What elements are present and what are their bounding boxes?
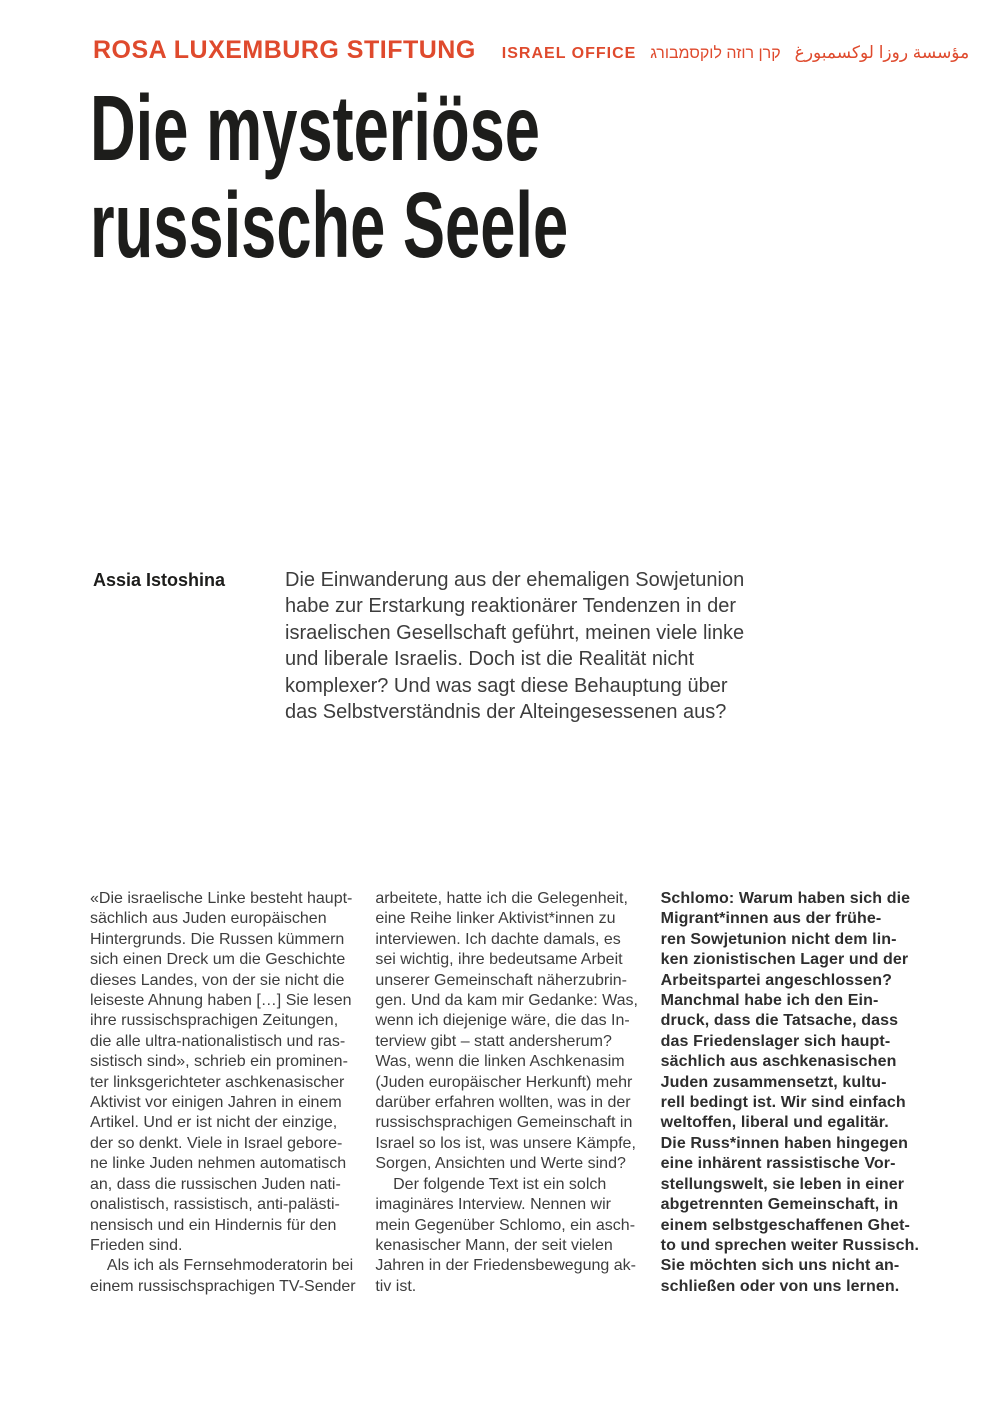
text-line: dieses Landes, von der sie nicht die [90,971,345,989]
text-line: eine Reihe linker Aktivist*innen zu [375,910,616,928]
text-line: Was, wenn die linken Aschkenasim [375,1053,625,1071]
text-line: rell bedingt ist. Wir sind einfach [660,1094,906,1112]
text-line: Als ich als Fernsehmoderatorin bei [90,1257,354,1275]
text-line: israelischen Gesellschaft geführt, meinen viele linke [285,621,745,644]
body-column-1 [90,889,365,1297]
text-line: einem selbstgeschaffenen Ghet- [660,1216,910,1234]
text-line: schließen oder von uns lernen. [660,1277,900,1295]
text-line: to und sprechen weiter Russisch. [660,1236,920,1254]
text-line: Die mysteriöse [90,76,540,180]
text-line: das Selbstverständnis der Alteingesessenen aus? [285,701,727,724]
text-line: Arbeitspartei angeschlossen? [660,971,892,989]
body-column-3-interview [661,889,936,1297]
text-line: wenn ich diejenige wäre, die das In- [375,1012,630,1030]
text-line: sich einen Dreck um die Geschichte [90,951,346,969]
author-byline: Assia Istoshina [93,570,226,590]
text-line: das Friedenslager sich haupt- [660,1032,891,1050]
text-line: mein Gegenüber Schlomo, ein asch- [375,1216,636,1234]
body-columns [90,889,946,1297]
text-line: ren Sowjetunion nicht dem lin- [660,930,897,948]
text-line: russischsprachigen Gemeinschaft in [375,1114,633,1132]
text-line: die alle ultra-nationalistisch und ras- [90,1032,346,1050]
text-line: tiv ist. [375,1277,417,1295]
text-line: Israel so los ist, was unsere Kämpfe, [375,1134,636,1152]
text-line: stellungswelt, sie leben in einer [660,1175,905,1193]
brand-arabic: مؤسسة روزا لوكسمبورغ [794,43,970,62]
text-line: Schlomo: Warum haben sich die [660,890,911,907]
text-line: interviewen. Ich dachte damals, es [375,930,621,948]
text-line: druck, dass die Tatsache, dass [660,1012,899,1030]
text-line: sistisch sind», schrieb ein prominen- [90,1053,348,1071]
text-line: terview gibt – statt andersherum? [375,1032,612,1050]
text-line: der so denkt. Viele in Israel gebore- [90,1134,343,1152]
text-line: ihre russischsprachigen Zeitungen, [90,1012,339,1030]
text-line: Die Russ*innen haben hingegen [660,1134,909,1152]
text-line: einem russischsprachigen TV-Sender [90,1277,356,1295]
text-line: sei wichtig, ihre bedeutsame Arbeit [375,951,623,969]
text-line: russische Seele [90,173,569,277]
text-line: und liberale Israelis. Doch ist die Realität nicht [285,648,695,671]
text-line: Der folgende Text ist ein solch [375,1175,607,1193]
text-line: Sorgen, Ansichten und Werte sind? [375,1155,626,1173]
text-line: leiseste Ahnung haben […] Sie lesen [90,992,352,1010]
text-line: ter linksgerichteter aschkenasischer [90,1073,345,1091]
article-title [90,76,569,277]
text-line: imaginäres Interview. Nennen wir [375,1196,611,1214]
text-line: (Juden europäischer Herkunft) mehr [375,1073,633,1091]
text-line: kenasischer Mann, der seit vielen [375,1236,613,1254]
brand-wordmark: ROSA LUXEMBURG STIFTUNG [93,36,476,64]
text-line: gen. Und da kam mir Gedanke: Was, [375,992,638,1010]
text-line: Sie möchten sich uns nicht an- [660,1257,900,1275]
text-line: sächlich aus aschkenasischen [660,1053,897,1071]
text-line: Manchmal habe ich den Ein- [660,992,879,1010]
text-line: Migrant*innen aus der frühe- [660,910,882,928]
text-line: onalistisch, rassistisch, anti-palästi- [90,1196,340,1214]
masthead [93,36,970,65]
text-line: Frieden sind. [90,1236,183,1254]
text-line: ne linke Juden nehmen automatisch [90,1155,347,1173]
text-line: arbeitete, hatte ich die Gelegenheit, [375,890,628,907]
lead-paragraph [285,567,805,725]
brand-hebrew: קרן רוזה לוקסמבורג [650,45,781,62]
text-line: Die Einwanderung aus der ehemaligen Sowjetunion [285,569,745,591]
text-line: unserer Gemeinschaft näherzubrin- [375,971,628,989]
text-line: habe zur Erstarkung reaktionärer Tendenzen in der [285,595,737,618]
text-line: Aktivist vor einigen Jahren in einem [90,1094,342,1112]
text-line: Jahren in der Friedensbewegung ak- [375,1257,636,1275]
text-line: «Die israelische Linke besteht haupt- [90,890,353,907]
text-line: weltoffen, liberal und egalitär. [660,1114,889,1132]
text-line: abgetrennten Gemeinschaft, in [660,1196,899,1214]
text-line: eine inhärent rassistische Vor- [660,1155,896,1173]
text-line: Hintergrunds. Die Russen kümmern [90,930,345,948]
text-line: ken zionistischen Lager und der [660,951,909,969]
text-line: Artikel. Und er ist nicht der einzige, [90,1114,338,1132]
office-label: ISRAEL OFFICE [501,45,637,62]
text-line: Juden zusammensetzt, kultu- [660,1073,887,1091]
text-line: komplexer? Und was sagt diese Behauptung über [285,674,728,697]
text-line: nensisch und ein Hindernis für den [90,1216,337,1234]
text-line: darüber erfahren wollten, was in der [375,1094,631,1112]
body-column-2 [375,889,650,1297]
text-line: sächlich aus Juden europäischen [90,910,327,928]
text-line: an, dass die russischen Juden nati- [90,1175,341,1193]
